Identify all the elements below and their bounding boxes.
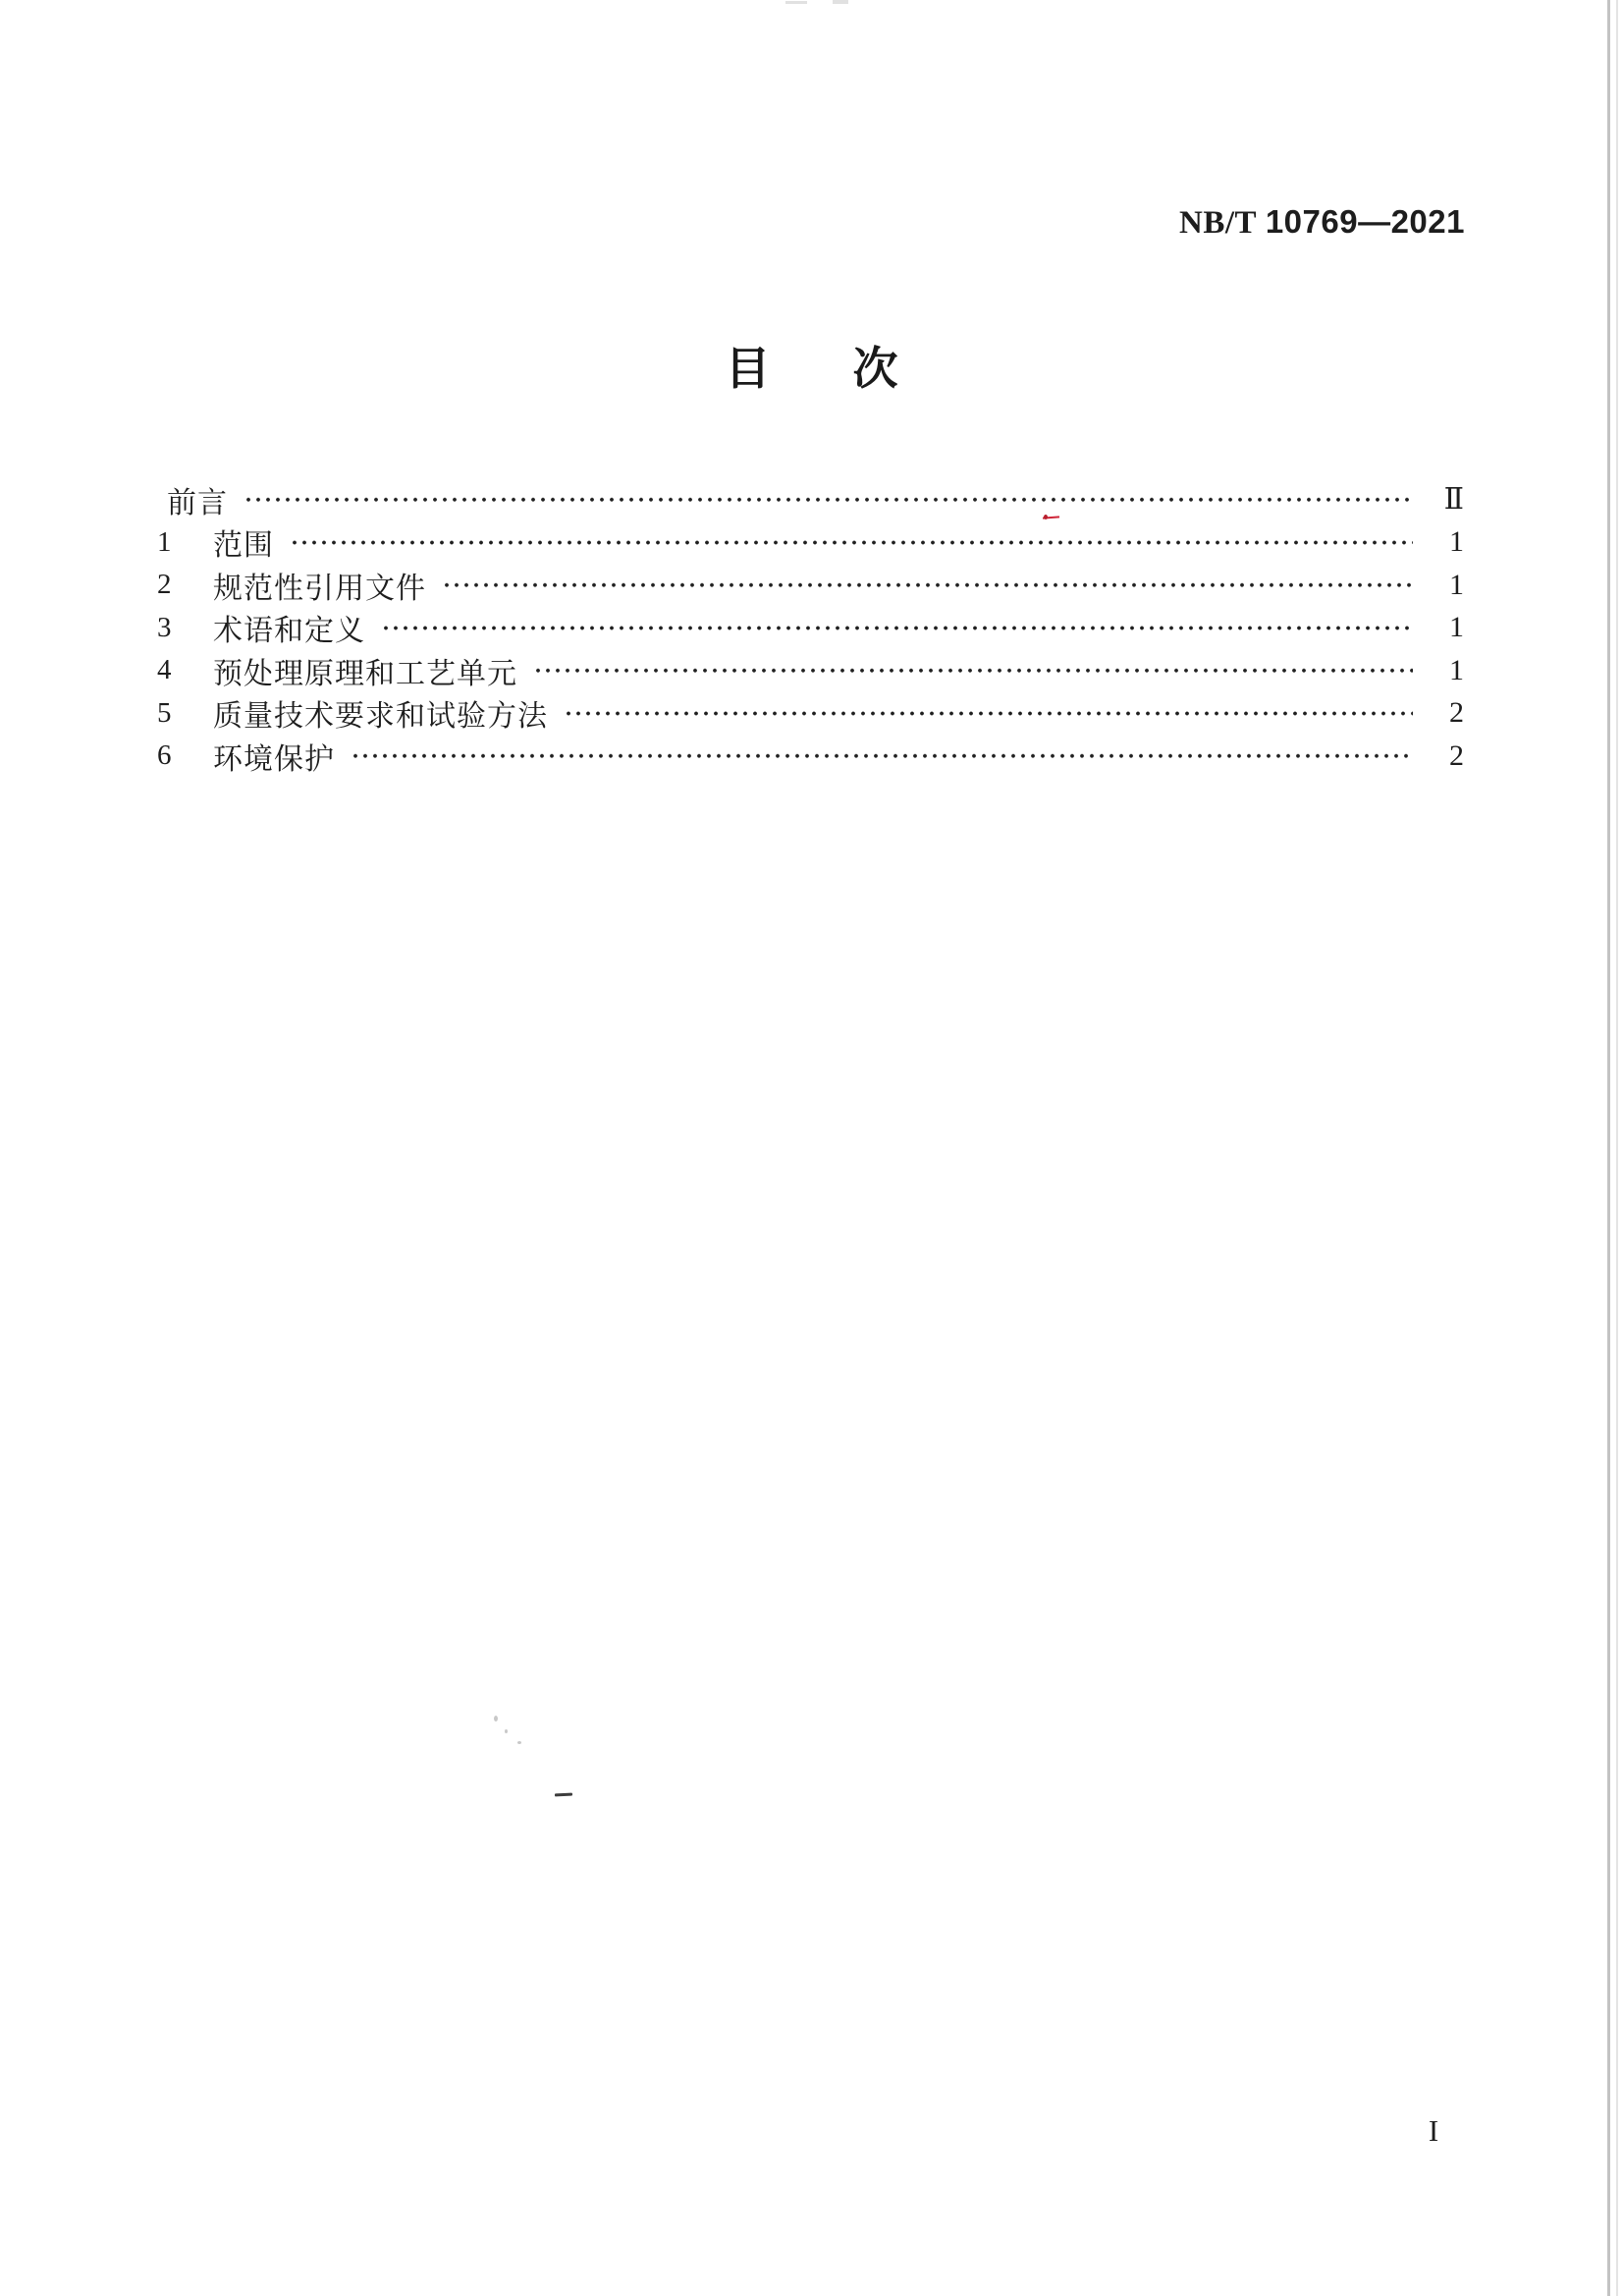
toc-row-terms-definitions [157, 607, 1464, 650]
toc-entry-page-number: 2 [1449, 696, 1464, 730]
toc-entry-number: 5 [157, 696, 172, 729]
toc-entry-number: 4 [157, 654, 172, 686]
top-edge-smudge-artifact [785, 1, 807, 4]
toc-entry-label: 范围 [213, 529, 274, 563]
toc-entry-page-number: 1 [1449, 568, 1464, 601]
toc-entry-page-number: 2 [1449, 738, 1464, 772]
scan-speck-artifact [494, 1716, 498, 1722]
toc-row-foreword [157, 478, 1464, 521]
page-title-char-1: 目 [725, 343, 771, 394]
document-code-prefix: NB/T [1179, 205, 1258, 241]
toc-entry-number: 2 [157, 569, 172, 601]
page-title-char-2: 次 [852, 343, 898, 394]
toc-entry-number: 3 [157, 611, 172, 643]
top-edge-smudge-artifact [833, 0, 848, 4]
toc-entry-number: 6 [157, 739, 172, 772]
toc-entry-page-number: 1 [1449, 525, 1464, 559]
toc-entry-label: 预处理原理和工艺单元 [213, 657, 517, 690]
dot-leader [564, 692, 1413, 736]
toc-row-scope [157, 521, 1464, 565]
toc-row-quality-requirements [157, 692, 1464, 736]
scan-speck-artifact [517, 1741, 521, 1744]
toc-entry-label: 质量技术要求和试验方法 [213, 700, 548, 734]
toc-row-environmental-protection [157, 735, 1464, 778]
toc-entry-label: 环境保护 [213, 742, 335, 776]
page-title [0, 344, 1623, 393]
dot-leader [243, 478, 1413, 521]
toc-entry-page-number: Ⅱ [1443, 483, 1464, 517]
scan-edge-line [1607, 0, 1610, 2296]
scan-speck-artifact [505, 1729, 508, 1733]
pen-dash-artifact [555, 1793, 572, 1797]
dot-leader [351, 735, 1413, 778]
toc-entry-page-number: 1 [1449, 653, 1464, 686]
toc-row-pretreatment-principles [157, 649, 1464, 692]
document-code [1179, 204, 1465, 241]
dot-leader [381, 607, 1413, 650]
footer-page-number: I [1428, 2113, 1439, 2148]
toc-entry-label: 前言 [167, 486, 228, 519]
red-pen-mark-artifact [1043, 515, 1059, 519]
dot-leader [290, 521, 1413, 565]
toc-row-normative-references [157, 564, 1464, 607]
table-of-contents [157, 478, 1464, 778]
dot-leader [442, 564, 1413, 607]
toc-entry-label: 规范性引用文件 [213, 572, 426, 605]
scan-edge-line-light [1616, 0, 1618, 2296]
toc-entry-number: 1 [157, 525, 172, 558]
dot-leader [533, 649, 1413, 692]
document-code-number: 10769—2021 [1265, 203, 1465, 240]
toc-entry-page-number: 1 [1449, 611, 1464, 644]
toc-entry-label: 术语和定义 [213, 615, 365, 648]
